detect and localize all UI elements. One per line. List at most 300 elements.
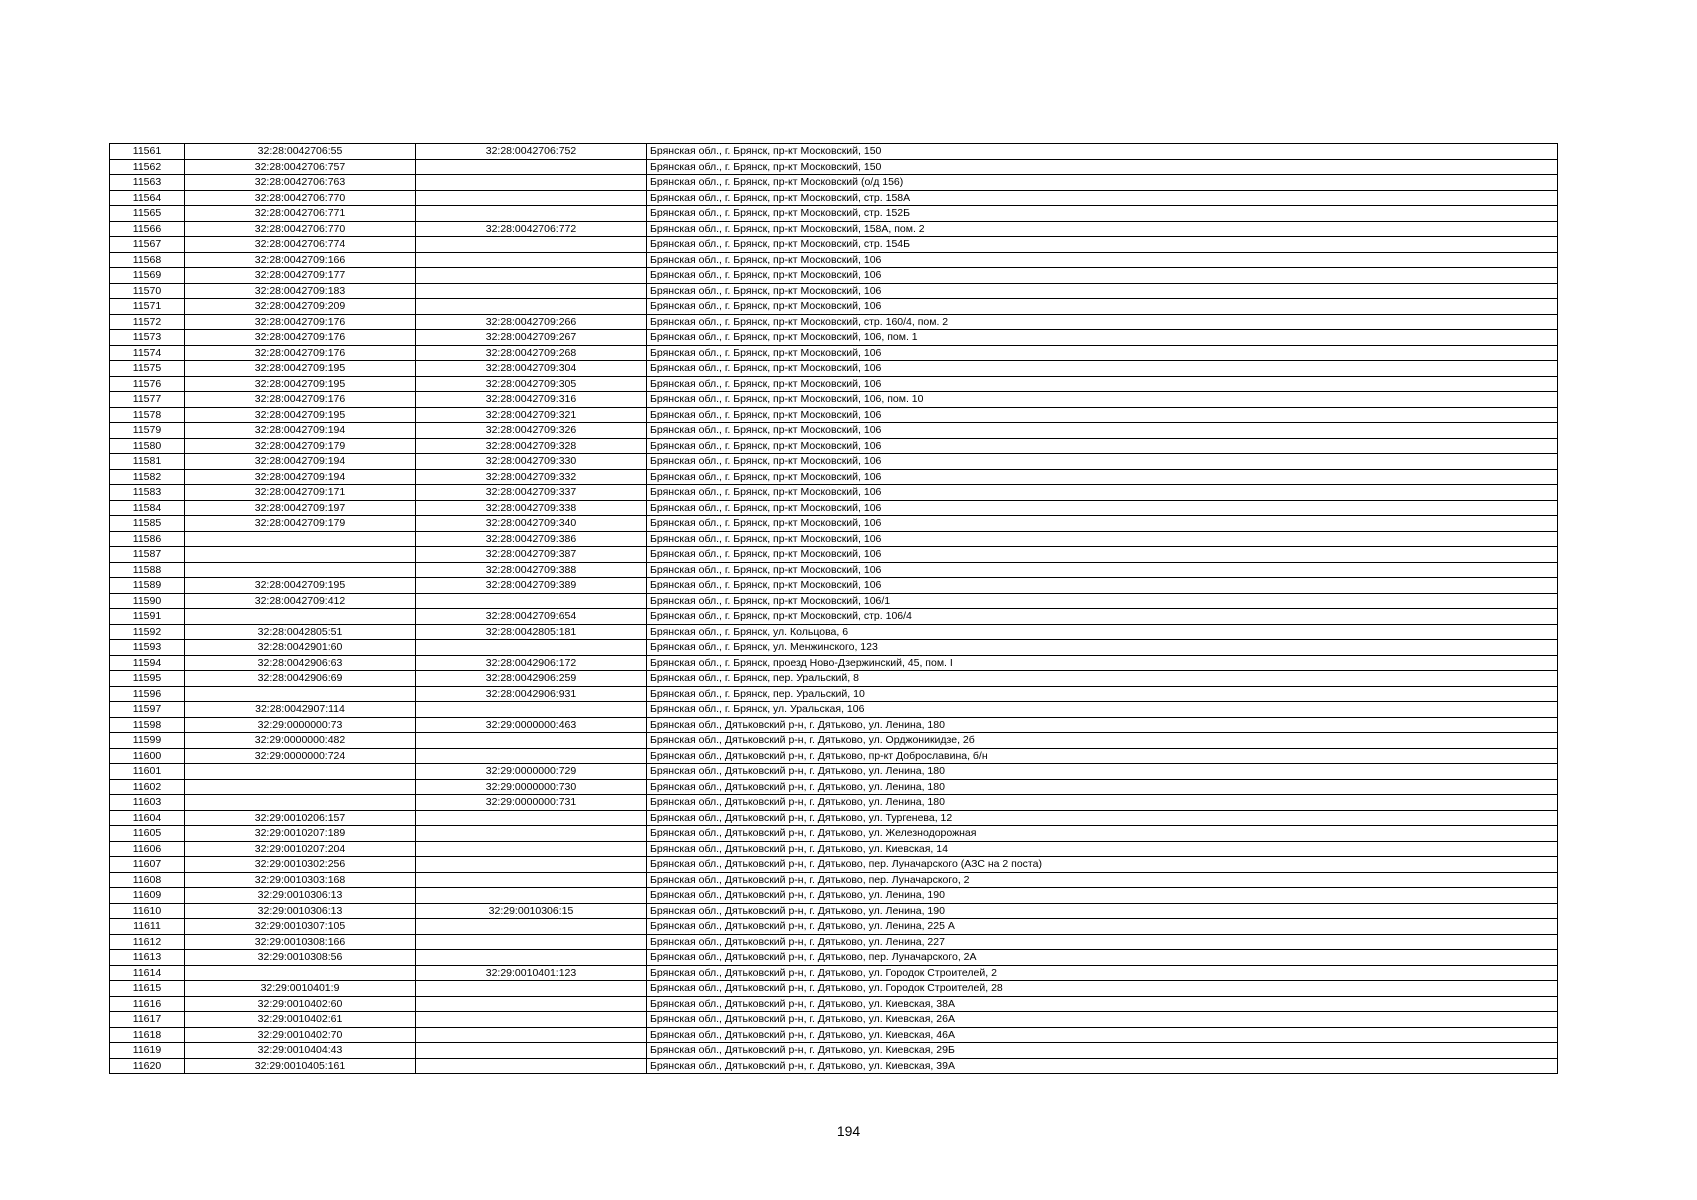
cadastral-number-cell: 32:28:0042706:770: [185, 221, 416, 237]
registry-table: [109, 143, 1558, 1074]
row-number-cell: 11569: [110, 268, 185, 284]
row-number-cell: 11603: [110, 795, 185, 811]
sub-object-number-cell: [416, 252, 647, 268]
address-cell: Брянская обл., Дятьковский р-н, г. Дятьково, ул. Ленина, 190: [647, 903, 1558, 919]
row-number-cell: 11610: [110, 903, 185, 919]
cadastral-number-cell: 32:28:0042805:51: [185, 624, 416, 640]
sub-object-number-cell: 32:28:0042709:316: [416, 392, 647, 408]
sub-object-number-cell: 32:28:0042709:304: [416, 361, 647, 377]
cadastral-number-cell: 32:28:0042709:195: [185, 407, 416, 423]
row-number-cell: 11613: [110, 950, 185, 966]
address-cell: Брянская обл., Дятьковский р-н, г. Дятьково, пер. Луначарского, 2: [647, 872, 1558, 888]
cadastral-number-cell: 32:29:0010306:13: [185, 888, 416, 904]
cadastral-number-cell: 32:28:0042709:195: [185, 376, 416, 392]
table-row: [110, 1058, 1558, 1074]
row-number-cell: 11576: [110, 376, 185, 392]
address-cell: Брянская обл., Дятьковский р-н, г. Дятьково, ул. Городок Строителей, 28: [647, 981, 1558, 997]
address-cell: Брянская обл., Дятьковский р-н, г. Дятьково, ул. Ленина, 225 А: [647, 919, 1558, 935]
sub-object-number-cell: 32:28:0042906:931: [416, 686, 647, 702]
row-number-cell: 11596: [110, 686, 185, 702]
sub-object-number-cell: [416, 593, 647, 609]
sub-object-number-cell: [416, 175, 647, 191]
table-row: [110, 423, 1558, 439]
cadastral-number-cell: 32:29:0010402:60: [185, 996, 416, 1012]
cadastral-number-cell: 32:28:0042709:197: [185, 500, 416, 516]
cadastral-number-cell: [185, 547, 416, 563]
sub-object-number-cell: 32:29:0000000:730: [416, 779, 647, 795]
row-number-cell: 11565: [110, 206, 185, 222]
table-row: [110, 733, 1558, 749]
cadastral-number-cell: 32:28:0042709:176: [185, 392, 416, 408]
sub-object-number-cell: 32:28:0042709:328: [416, 438, 647, 454]
address-cell: Брянская обл., г. Брянск, пр-кт Московский, 106: [647, 361, 1558, 377]
sub-object-number-cell: 32:28:0042709:332: [416, 469, 647, 485]
table-row: [110, 671, 1558, 687]
address-cell: Брянская обл., Дятьковский р-н, г. Дятьково, ул. Киевская, 38А: [647, 996, 1558, 1012]
cadastral-number-cell: 32:28:0042709:195: [185, 578, 416, 594]
table-row: [110, 826, 1558, 842]
sub-object-number-cell: 32:28:0042906:259: [416, 671, 647, 687]
cadastral-number-cell: 32:28:0042709:171: [185, 485, 416, 501]
cadastral-number-cell: 32:29:0010302:256: [185, 857, 416, 873]
row-number-cell: 11567: [110, 237, 185, 253]
address-cell: Брянская обл., г. Брянск, ул. Уральская, 106: [647, 702, 1558, 718]
row-number-cell: 11594: [110, 655, 185, 671]
table-row: [110, 872, 1558, 888]
row-number-cell: 11601: [110, 764, 185, 780]
address-cell: Брянская обл., Дятьковский р-н, г. Дятьково, ул. Тургенева, 12: [647, 810, 1558, 826]
table-row: [110, 562, 1558, 578]
sub-object-number-cell: [416, 702, 647, 718]
cadastral-number-cell: 32:28:0042709:166: [185, 252, 416, 268]
table-row: [110, 748, 1558, 764]
cadastral-number-cell: 32:29:0010308:166: [185, 934, 416, 950]
cadastral-number-cell: 32:28:0042901:60: [185, 640, 416, 656]
address-cell: Брянская обл., г. Брянск, пр-кт Московский, 106: [647, 283, 1558, 299]
table-row: [110, 268, 1558, 284]
sub-object-number-cell: [416, 950, 647, 966]
cadastral-number-cell: 32:28:0042706:774: [185, 237, 416, 253]
row-number-cell: 11600: [110, 748, 185, 764]
address-cell: Брянская обл., Дятьковский р-н, г. Дятьково, пр-кт Доброславина, б/н: [647, 748, 1558, 764]
address-cell: Брянская обл., г. Брянск, ул. Менжинского, 123: [647, 640, 1558, 656]
row-number-cell: 11585: [110, 516, 185, 532]
row-number-cell: 11562: [110, 159, 185, 175]
address-cell: Брянская обл., Дятьковский р-н, г. Дятьково, ул. Ленина, 180: [647, 779, 1558, 795]
table-row: [110, 531, 1558, 547]
table-row: [110, 469, 1558, 485]
table-row: [110, 624, 1558, 640]
sub-object-number-cell: 32:28:0042709:268: [416, 345, 647, 361]
row-number-cell: 11614: [110, 965, 185, 981]
sub-object-number-cell: [416, 283, 647, 299]
address-cell: Брянская обл., г. Брянск, пр-кт Московский, 106: [647, 438, 1558, 454]
row-number-cell: 11571: [110, 299, 185, 315]
table-row: [110, 547, 1558, 563]
sub-object-number-cell: 32:28:0042709:321: [416, 407, 647, 423]
sub-object-number-cell: [416, 237, 647, 253]
address-cell: Брянская обл., г. Брянск, пр-кт Московский, 106/1: [647, 593, 1558, 609]
sub-object-number-cell: [416, 919, 647, 935]
sub-object-number-cell: 32:28:0042805:181: [416, 624, 647, 640]
sub-object-number-cell: [416, 268, 647, 284]
address-cell: Брянская обл., г. Брянск, пр-кт Московский, 106: [647, 423, 1558, 439]
cadastral-number-cell: [185, 609, 416, 625]
address-cell: Брянская обл., г. Брянск, пр-кт Московский, 106: [647, 516, 1558, 532]
table-row: [110, 159, 1558, 175]
cadastral-number-cell: 32:28:0042907:114: [185, 702, 416, 718]
cadastral-number-cell: 32:29:0010402:70: [185, 1027, 416, 1043]
address-cell: Брянская обл., Дятьковский р-н, г. Дятьково, ул. Ленина, 180: [647, 795, 1558, 811]
table-row: [110, 1012, 1558, 1028]
address-cell: Брянская обл., г. Брянск, пр-кт Московский, 106: [647, 500, 1558, 516]
table-row: [110, 330, 1558, 346]
sub-object-number-cell: [416, 981, 647, 997]
sub-object-number-cell: 32:28:0042906:172: [416, 655, 647, 671]
address-cell: Брянская обл., Дятьковский р-н, г. Дятьково, ул. Городок Строителей, 2: [647, 965, 1558, 981]
table-row: [110, 175, 1558, 191]
sub-object-number-cell: [416, 1058, 647, 1074]
address-cell: Брянская обл., г. Брянск, пр-кт Московский, 106: [647, 547, 1558, 563]
table-row: [110, 454, 1558, 470]
row-number-cell: 11620: [110, 1058, 185, 1074]
table-row: [110, 903, 1558, 919]
address-cell: Брянская обл., Дятьковский р-н, г. Дятьково, ул. Железнодорожная: [647, 826, 1558, 842]
sub-object-number-cell: 32:28:0042709:337: [416, 485, 647, 501]
sub-object-number-cell: [416, 857, 647, 873]
cadastral-number-cell: [185, 795, 416, 811]
table-row: [110, 981, 1558, 997]
table-row: [110, 1027, 1558, 1043]
address-cell: Брянская обл., г. Брянск, пр-кт Московский, стр. 154Б: [647, 237, 1558, 253]
address-cell: Брянская обл., г. Брянск, пр-кт Московский (о/д 156): [647, 175, 1558, 191]
table-row: [110, 686, 1558, 702]
sub-object-number-cell: 32:28:0042709:267: [416, 330, 647, 346]
row-number-cell: 11564: [110, 190, 185, 206]
address-cell: Брянская обл., г. Брянск, пр-кт Московский, стр. 158А: [647, 190, 1558, 206]
address-cell: Брянская обл., г. Брянск, проезд Ново-Дзержинский, 45, пом. I: [647, 655, 1558, 671]
cadastral-number-cell: 32:29:0010306:13: [185, 903, 416, 919]
cadastral-number-cell: 32:28:0042709:176: [185, 330, 416, 346]
row-number-cell: 11581: [110, 454, 185, 470]
cadastral-number-cell: 32:28:0042906:69: [185, 671, 416, 687]
address-cell: Брянская обл., г. Брянск, ул. Кольцова, 6: [647, 624, 1558, 640]
table-row: [110, 655, 1558, 671]
address-cell: Брянская обл., г. Брянск, пер. Уральский, 8: [647, 671, 1558, 687]
table-row: [110, 609, 1558, 625]
sub-object-number-cell: [416, 206, 647, 222]
row-number-cell: 11580: [110, 438, 185, 454]
address-cell: Брянская обл., г. Брянск, пр-кт Московский, стр. 152Б: [647, 206, 1558, 222]
table-row: [110, 314, 1558, 330]
sub-object-number-cell: [416, 640, 647, 656]
cadastral-number-cell: [185, 686, 416, 702]
table-row: [110, 283, 1558, 299]
row-number-cell: 11615: [110, 981, 185, 997]
sub-object-number-cell: [416, 733, 647, 749]
address-cell: Брянская обл., г. Брянск, пр-кт Московский, 106: [647, 562, 1558, 578]
table-row: [110, 485, 1558, 501]
table-row: [110, 144, 1558, 160]
table-row: [110, 934, 1558, 950]
row-number-cell: 11568: [110, 252, 185, 268]
row-number-cell: 11584: [110, 500, 185, 516]
address-cell: Брянская обл., Дятьковский р-н, г. Дятьково, ул. Киевская, 26А: [647, 1012, 1558, 1028]
cadastral-number-cell: 32:28:0042709:194: [185, 454, 416, 470]
sub-object-number-cell: 32:29:0000000:731: [416, 795, 647, 811]
row-number-cell: 11575: [110, 361, 185, 377]
table-row: [110, 206, 1558, 222]
cadastral-number-cell: 32:29:0010207:189: [185, 826, 416, 842]
address-cell: Брянская обл., г. Брянск, пр-кт Московский, 106: [647, 578, 1558, 594]
table-row: [110, 996, 1558, 1012]
table-row: [110, 888, 1558, 904]
sub-object-number-cell: [416, 872, 647, 888]
address-cell: Брянская обл., г. Брянск, пр-кт Московский, 106: [647, 376, 1558, 392]
cadastral-number-cell: 32:28:0042709:412: [185, 593, 416, 609]
sub-object-number-cell: [416, 841, 647, 857]
sub-object-number-cell: 32:29:0000000:729: [416, 764, 647, 780]
cadastral-number-cell: 32:28:0042709:179: [185, 438, 416, 454]
cadastral-number-cell: 32:29:0010404:43: [185, 1043, 416, 1059]
cadastral-number-cell: 32:28:0042709:176: [185, 314, 416, 330]
address-cell: Брянская обл., г. Брянск, пр-кт Московский, 106: [647, 531, 1558, 547]
row-number-cell: 11582: [110, 469, 185, 485]
address-cell: Брянская обл., Дятьковский р-н, г. Дятьково, ул. Киевская, 14: [647, 841, 1558, 857]
table-row: [110, 376, 1558, 392]
address-cell: Брянская обл., г. Брянск, пр-кт Московский, стр. 160/4, пом. 2: [647, 314, 1558, 330]
sub-object-number-cell: [416, 299, 647, 315]
sub-object-number-cell: 32:28:0042709:654: [416, 609, 647, 625]
row-number-cell: 11590: [110, 593, 185, 609]
cadastral-number-cell: 32:28:0042706:757: [185, 159, 416, 175]
sub-object-number-cell: 32:29:0010401:123: [416, 965, 647, 981]
row-number-cell: 11563: [110, 175, 185, 191]
address-cell: Брянская обл., Дятьковский р-н, г. Дятьково, пер. Луначарского, 2А: [647, 950, 1558, 966]
table-row: [110, 593, 1558, 609]
row-number-cell: 11577: [110, 392, 185, 408]
address-cell: Брянская обл., г. Брянск, пр-кт Московский, 106: [647, 345, 1558, 361]
table-row: [110, 640, 1558, 656]
row-number-cell: 11591: [110, 609, 185, 625]
row-number-cell: 11604: [110, 810, 185, 826]
cadastral-number-cell: 32:29:0000000:73: [185, 717, 416, 733]
table-row: [110, 702, 1558, 718]
address-cell: Брянская обл., г. Брянск, пр-кт Московский, 106, пом. 1: [647, 330, 1558, 346]
address-cell: Брянская обл., г. Брянск, пр-кт Московский, 106: [647, 252, 1558, 268]
cadastral-number-cell: [185, 562, 416, 578]
table-row: [110, 407, 1558, 423]
row-number-cell: 11592: [110, 624, 185, 640]
row-number-cell: 11599: [110, 733, 185, 749]
row-number-cell: 11572: [110, 314, 185, 330]
address-cell: Брянская обл., Дятьковский р-н, г. Дятьково, ул. Ленина, 180: [647, 764, 1558, 780]
cadastral-number-cell: 32:29:0010303:168: [185, 872, 416, 888]
table-row: [110, 221, 1558, 237]
table-row: [110, 764, 1558, 780]
row-number-cell: 11611: [110, 919, 185, 935]
row-number-cell: 11595: [110, 671, 185, 687]
table-row: [110, 252, 1558, 268]
sub-object-number-cell: 32:29:0010306:15: [416, 903, 647, 919]
table-row: [110, 392, 1558, 408]
row-number-cell: 11579: [110, 423, 185, 439]
row-number-cell: 11616: [110, 996, 185, 1012]
table-row: [110, 237, 1558, 253]
cadastral-number-cell: [185, 779, 416, 795]
row-number-cell: 11586: [110, 531, 185, 547]
address-cell: Брянская обл., Дятьковский р-н, г. Дятьково, ул. Ленина, 180: [647, 717, 1558, 733]
sub-object-number-cell: [416, 159, 647, 175]
address-cell: Брянская обл., Дятьковский р-н, г. Дятьково, ул. Киевская, 46А: [647, 1027, 1558, 1043]
cadastral-number-cell: 32:28:0042709:209: [185, 299, 416, 315]
row-number-cell: 11570: [110, 283, 185, 299]
sub-object-number-cell: 32:28:0042709:389: [416, 578, 647, 594]
sub-object-number-cell: [416, 1027, 647, 1043]
sub-object-number-cell: 32:28:0042709:330: [416, 454, 647, 470]
row-number-cell: 11587: [110, 547, 185, 563]
table-row: [110, 345, 1558, 361]
table-row: [110, 500, 1558, 516]
row-number-cell: 11619: [110, 1043, 185, 1059]
cadastral-number-cell: [185, 764, 416, 780]
address-cell: Брянская обл., г. Брянск, пр-кт Московский, 106: [647, 454, 1558, 470]
address-cell: Брянская обл., г. Брянск, пр-кт Московский, 106, пом. 10: [647, 392, 1558, 408]
cadastral-number-cell: 32:29:0010401:9: [185, 981, 416, 997]
sub-object-number-cell: 32:28:0042709:338: [416, 500, 647, 516]
cadastral-number-cell: 32:28:0042709:194: [185, 469, 416, 485]
sub-object-number-cell: [416, 1012, 647, 1028]
sub-object-number-cell: 32:29:0000000:463: [416, 717, 647, 733]
cadastral-number-cell: [185, 965, 416, 981]
table-row: [110, 1043, 1558, 1059]
row-number-cell: 11608: [110, 872, 185, 888]
row-number-cell: 11597: [110, 702, 185, 718]
sub-object-number-cell: 32:28:0042709:340: [416, 516, 647, 532]
row-number-cell: 11598: [110, 717, 185, 733]
address-cell: Брянская обл., г. Брянск, пр-кт Московский, 150: [647, 159, 1558, 175]
address-cell: Брянская обл., г. Брянск, пер. Уральский, 10: [647, 686, 1558, 702]
sub-object-number-cell: 32:28:0042706:772: [416, 221, 647, 237]
address-cell: Брянская обл., Дятьковский р-н, г. Дятьково, ул. Ленина, 227: [647, 934, 1558, 950]
table-row: [110, 779, 1558, 795]
row-number-cell: 11609: [110, 888, 185, 904]
table-row: [110, 717, 1558, 733]
row-number-cell: 11589: [110, 578, 185, 594]
table-row: [110, 299, 1558, 315]
address-cell: Брянская обл., г. Брянск, пр-кт Московский, 106: [647, 299, 1558, 315]
address-cell: Брянская обл., Дятьковский р-н, г. Дятьково, ул. Киевская, 29Б: [647, 1043, 1558, 1059]
row-number-cell: 11561: [110, 144, 185, 160]
cadastral-number-cell: 32:28:0042906:63: [185, 655, 416, 671]
table-row: [110, 438, 1558, 454]
cadastral-number-cell: 32:28:0042709:183: [185, 283, 416, 299]
cadastral-number-cell: 32:28:0042709:176: [185, 345, 416, 361]
cadastral-number-cell: 32:28:0042706:770: [185, 190, 416, 206]
sub-object-number-cell: 32:28:0042709:326: [416, 423, 647, 439]
sub-object-number-cell: [416, 934, 647, 950]
cadastral-number-cell: 32:29:0000000:724: [185, 748, 416, 764]
cadastral-number-cell: 32:28:0042706:763: [185, 175, 416, 191]
cadastral-number-cell: 32:29:0010402:61: [185, 1012, 416, 1028]
address-cell: Брянская обл., г. Брянск, пр-кт Московский, 106: [647, 407, 1558, 423]
table-row: [110, 810, 1558, 826]
table-body: [110, 144, 1558, 1074]
cadastral-number-cell: 32:28:0042709:195: [185, 361, 416, 377]
row-number-cell: 11617: [110, 1012, 185, 1028]
cadastral-number-cell: 32:29:0010405:161: [185, 1058, 416, 1074]
table-row: [110, 841, 1558, 857]
sub-object-number-cell: [416, 888, 647, 904]
sub-object-number-cell: [416, 826, 647, 842]
row-number-cell: 11593: [110, 640, 185, 656]
cadastral-number-cell: 32:28:0042709:177: [185, 268, 416, 284]
cadastral-number-cell: 32:29:0000000:482: [185, 733, 416, 749]
cadastral-number-cell: 32:28:0042706:55: [185, 144, 416, 160]
sub-object-number-cell: 32:28:0042709:266: [416, 314, 647, 330]
table-row: [110, 361, 1558, 377]
cadastral-number-cell: 32:29:0010206:157: [185, 810, 416, 826]
address-cell: Брянская обл., г. Брянск, пр-кт Московский, 106: [647, 469, 1558, 485]
table-row: [110, 919, 1558, 935]
table-row: [110, 965, 1558, 981]
row-number-cell: 11566: [110, 221, 185, 237]
table-row: [110, 190, 1558, 206]
sub-object-number-cell: [416, 996, 647, 1012]
table-row: [110, 795, 1558, 811]
cadastral-number-cell: 32:29:0010308:56: [185, 950, 416, 966]
sub-object-number-cell: 32:28:0042709:388: [416, 562, 647, 578]
address-cell: Брянская обл., г. Брянск, пр-кт Московский, 106: [647, 268, 1558, 284]
sub-object-number-cell: [416, 810, 647, 826]
row-number-cell: 11602: [110, 779, 185, 795]
cadastral-number-cell: 32:28:0042709:194: [185, 423, 416, 439]
cadastral-number-cell: 32:29:0010307:105: [185, 919, 416, 935]
address-cell: Брянская обл., Дятьковский р-н, г. Дятьково, ул. Киевская, 39А: [647, 1058, 1558, 1074]
sub-object-number-cell: [416, 748, 647, 764]
row-number-cell: 11612: [110, 934, 185, 950]
sub-object-number-cell: [416, 190, 647, 206]
sub-object-number-cell: 32:28:0042709:387: [416, 547, 647, 563]
cadastral-number-cell: 32:29:0010207:204: [185, 841, 416, 857]
row-number-cell: 11618: [110, 1027, 185, 1043]
row-number-cell: 11606: [110, 841, 185, 857]
cadastral-number-cell: 32:28:0042706:771: [185, 206, 416, 222]
sub-object-number-cell: [416, 1043, 647, 1059]
address-cell: Брянская обл., г. Брянск, пр-кт Московский, 150: [647, 144, 1558, 160]
row-number-cell: 11583: [110, 485, 185, 501]
row-number-cell: 11574: [110, 345, 185, 361]
row-number-cell: 11573: [110, 330, 185, 346]
table-row: [110, 516, 1558, 532]
row-number-cell: 11605: [110, 826, 185, 842]
cadastral-number-cell: [185, 531, 416, 547]
row-number-cell: 11607: [110, 857, 185, 873]
sub-object-number-cell: 32:28:0042706:752: [416, 144, 647, 160]
sub-object-number-cell: 32:28:0042709:386: [416, 531, 647, 547]
address-cell: Брянская обл., г. Брянск, пр-кт Московский, 106: [647, 485, 1558, 501]
row-number-cell: 11578: [110, 407, 185, 423]
address-cell: Брянская обл., Дятьковский р-н, г. Дятьково, ул. Орджоникидзе, 2б: [647, 733, 1558, 749]
table-row: [110, 578, 1558, 594]
sub-object-number-cell: 32:28:0042709:305: [416, 376, 647, 392]
address-cell: Брянская обл., г. Брянск, пр-кт Московский, стр. 106/4: [647, 609, 1558, 625]
row-number-cell: 11588: [110, 562, 185, 578]
table-row: [110, 950, 1558, 966]
address-cell: Брянская обл., Дятьковский р-н, г. Дятьково, ул. Ленина, 190: [647, 888, 1558, 904]
page-number: 194: [836, 1123, 861, 1139]
address-cell: Брянская обл., Дятьковский р-н, г. Дятьково, пер. Луначарского (АЗС на 2 поста): [647, 857, 1558, 873]
